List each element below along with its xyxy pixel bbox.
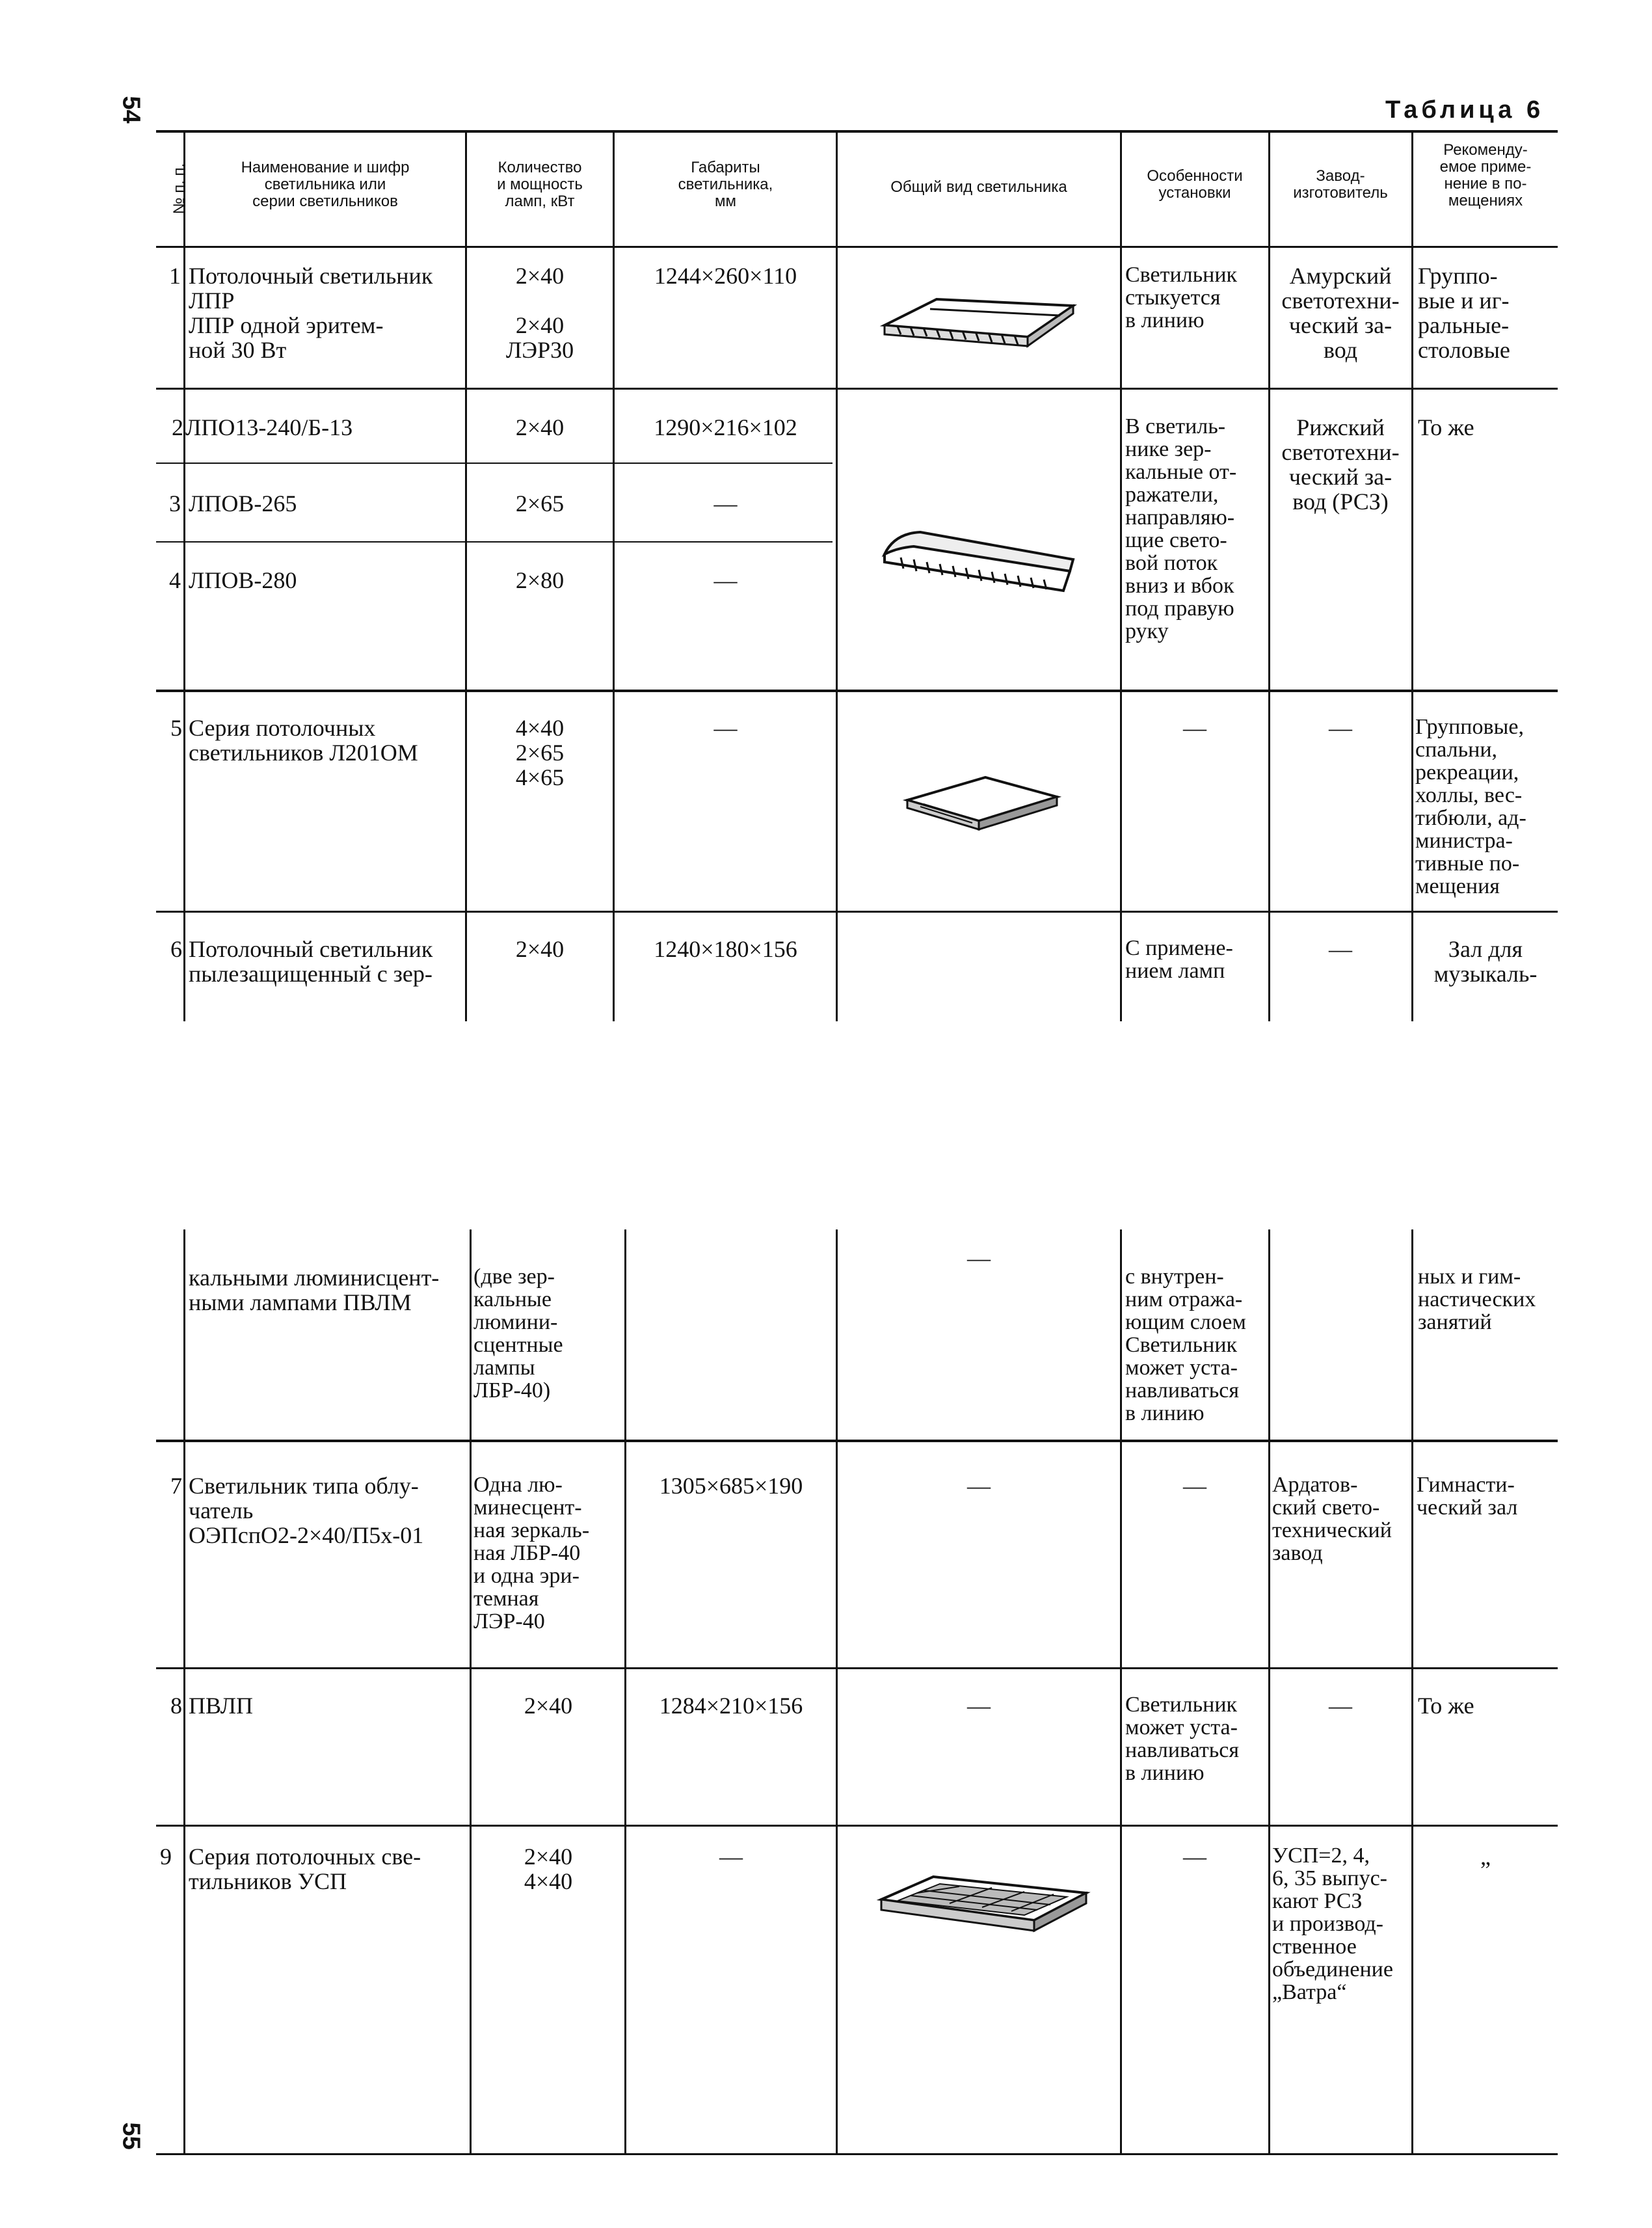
row-7-installation: — <box>1183 1473 1206 1499</box>
row-1-installation: Светильник стыкуется в линию <box>1125 263 1238 332</box>
row-9-number: 9 <box>160 1844 172 1870</box>
rows-2-4-recommended-use: То же <box>1418 414 1474 440</box>
louvered-lamp-icon <box>875 520 1089 595</box>
row-4-name: ЛПОВ-280 <box>189 567 297 593</box>
row-6-recommended-use-part2: ных и гим- настических занятий <box>1418 1265 1536 1334</box>
row-5-power: 4×40 2×65 4×65 <box>515 715 565 790</box>
rows-2-4-installation: В светиль- нике зер- кальные от- ражатели, направляю- щие свето- вой поток вниз и вбок под правую руку <box>1125 414 1237 643</box>
row-7-manufacturer: Ардатов- ский свето- технический завод <box>1272 1473 1392 1565</box>
header-number: № п. п. <box>170 163 188 215</box>
row-8-dimensions: 1284×210×156 <box>659 1693 803 1719</box>
row-9-power: 2×40 4×40 <box>524 1844 573 1894</box>
row-8-view: — <box>967 1693 991 1719</box>
row-3-number: 3 <box>169 490 181 517</box>
row-8-power: 2×40 <box>524 1693 573 1719</box>
header-recommended-use: Рекоменду- емое приме- нение в по- мещениях <box>1439 141 1532 209</box>
header-manufacturer: Завод- изготовитель <box>1293 167 1388 202</box>
row-1-manufacturer: Амурский светотехни- ческий за- вод <box>1281 263 1400 363</box>
row-4-dimensions: — <box>713 567 738 593</box>
row-6-name-part1: Потолочный светильник пылезащищенный с зер- <box>189 936 433 987</box>
row-5-installation: — <box>1183 715 1206 741</box>
row-3-power: 2×65 <box>515 490 565 517</box>
row-3-dimensions: — <box>713 490 738 517</box>
grid-panel-lamp-icon <box>872 1867 1093 1945</box>
row-2-name: ЛПО13-240/Б-13 <box>185 414 353 440</box>
row-5-number: 5 <box>170 715 182 741</box>
row-6-recommended-use-part1: Зал для музыкаль- <box>1433 936 1538 987</box>
row-9-installation: — <box>1183 1844 1206 1870</box>
row-8-manufacturer: — <box>1329 1693 1352 1719</box>
row-2-power: 2×40 <box>515 414 565 440</box>
row-9-dimensions: — <box>719 1844 743 1870</box>
row-1-number: 1 <box>169 263 181 289</box>
page-number-top: 54 <box>117 96 145 124</box>
table-caption: Таблица 6 <box>1385 96 1545 124</box>
row-5-dimensions: — <box>713 715 738 741</box>
row-6-number: 6 <box>170 936 182 962</box>
row-5-name: Серия потолочных светильников Л201ОМ <box>189 715 418 766</box>
row-7-power: Одна лю- минесцент- ная зеркаль- ная ЛБР-40 и одна эри- темная ЛЭР-40 <box>473 1473 590 1633</box>
ceiling-lamp-icon <box>872 286 1080 351</box>
row-8-installation: Светильник может уста- навливаться в линию <box>1125 1693 1239 1785</box>
row-6-name-part2: кальными люминисцент- ными лампами ПВЛМ <box>189 1265 440 1315</box>
row-9-manufacturer: УСП=2, 4, 6, 35 выпус- кают РСЗ и производ- ственное объединение „Ватра“ <box>1272 1844 1393 2004</box>
row-6-manufacturer: — <box>1329 936 1352 962</box>
row-1-recommended-use: Группо- вые и иг- ральные- столовые <box>1418 263 1510 363</box>
row-8-number: 8 <box>170 1693 182 1719</box>
row-6-installation-part2: с внутрен- ним отража- ющим слоем Светильник может уста- навливаться в линию <box>1125 1265 1246 1425</box>
row-2-dimensions: 1290×216×102 <box>654 414 797 440</box>
row-7-recommended-use: Гимнасти- ческий зал <box>1417 1473 1518 1520</box>
row-3-name: ЛПОВ-265 <box>189 490 297 517</box>
page-number-bottom: 55 <box>117 2122 145 2150</box>
row-6-installation-part1: С примене- нием ламп <box>1125 936 1233 983</box>
row-5-manufacturer: — <box>1329 715 1352 741</box>
header-installation: Особенности установки <box>1147 167 1243 202</box>
row-1-power: 2×40 2×40 ЛЭР30 <box>505 263 574 363</box>
flat-panel-lamp-icon <box>901 768 1063 839</box>
row-4-number: 4 <box>169 567 181 593</box>
row-6-view: — <box>967 1245 991 1271</box>
row-6-dimensions: 1240×180×156 <box>654 936 797 962</box>
row-7-dimensions: 1305×685×190 <box>659 1473 803 1499</box>
row-8-name: ПВЛП <box>189 1693 254 1719</box>
header-dimensions: Габариты светильника, мм <box>678 159 773 210</box>
row-9-recommended-use: „ <box>1480 1844 1491 1870</box>
row-4-power: 2×80 <box>515 567 565 593</box>
rows-2-4-manufacturer: Рижский светотехни- ческий за- вод (РСЗ) <box>1281 414 1400 515</box>
row-1-dimensions: 1244×260×110 <box>654 263 797 289</box>
row-8-recommended-use: То же <box>1418 1693 1474 1719</box>
row-6-power-note: (две зер- кальные люмини- сцентные лампы ЛБР-40) <box>473 1265 563 1403</box>
row-5-recommended-use: Групповые, спальни, рекреации, холлы, вес- тибюли, ад- министра- тивные по- мещения <box>1415 715 1526 898</box>
row-1-name: Потолочный светильник ЛПР ЛПР одной эритем- ной 30 Вт <box>189 263 433 363</box>
row-2-number: 2 <box>172 414 183 440</box>
row-7-name: Светильник типа облу- чатель ОЭПспО2-2×40/П5х-01 <box>189 1473 424 1548</box>
header-power: Количество и мощность ламп, кВт <box>497 159 583 210</box>
header-name: Наименование и шифр светильника или серии светильников <box>241 159 410 210</box>
row-7-number: 7 <box>170 1473 182 1499</box>
row-9-name: Серия потолочных све- тильников УСП <box>189 1844 421 1894</box>
row-7-view: — <box>967 1473 991 1499</box>
header-view: Общий вид светильника <box>890 178 1067 196</box>
row-6-power: 2×40 <box>515 936 565 962</box>
